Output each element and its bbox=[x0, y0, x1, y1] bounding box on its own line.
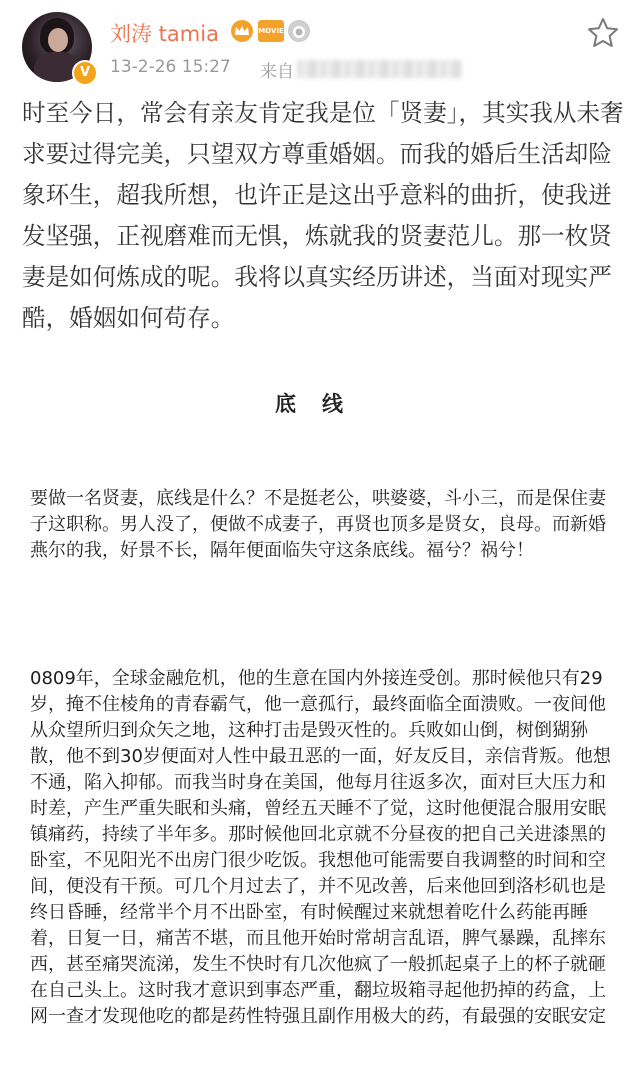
avatar-face bbox=[48, 28, 68, 52]
post-timestamp: 13-2-26 15:27 bbox=[110, 57, 231, 77]
article-paragraph: 要做一名贤妻，底线是什么？不是挺老公，哄婆婆，斗小三，而是保住妻子这职称。男人没了，便做不成妻子，再贤也顶多是贤女，良母。而新婚燕尔的我，好景不长，隔年便面临失守这条底线。福兮？祸兮！ bbox=[30, 488, 606, 561]
article-paragraph: 0809年，全球金融危机，他的生意在国内外接连受创。那时候他只有29岁，掩不住棱角的青春霸气，他一意孤行，最终面临全面溃败。一夜间他从众望所归到众矢之地，这种打击是毁灭性的。兵败如山倒，树倒猢狲散，他不到30岁便面对人性中最丑恶的一面，好友反目，亲信背叛。他想不通，陷入抑郁。而我当时身在美国，他每月往返多次，面对巨大压力和时差，产生严重失眠和头痛，曾经五天睡不了觉，这时他便混合服用安眠镇痛药，持续了半年多。那时候他回北京就不分昼夜的把自己关进漆黑的卧室，不见阳光不出房门很少吃饭。我想他可能需要自我调整的时间和空间，便没有干预。可几个月过去了，并不见改善，后来他回到洛杉矶也是终日昏睡，经常半个月不出卧室，有时候醒过来就想着吃什么药能再睡着，日复一日，痛苦不堪，而且他开始时常胡言乱语，脾气暴躁，乱摔东西，甚至痛哭流涕，发生不快时有几次他疯了一般抓起桌子上的杯子就砸在自己头上。这时我才意识到事态严重，翻垃圾箱寻起他扔掉的药盒，上网一查才发现他吃的都是药性特强且副作用极大的药，有最强的安眠安定 bbox=[30, 668, 611, 1027]
article-image[interactable] bbox=[22, 376, 622, 1092]
author-name[interactable]: 刘涛 tamia bbox=[110, 22, 219, 46]
verified-badge-icon: V bbox=[72, 60, 98, 86]
post-header bbox=[0, 0, 640, 90]
article-title: 底线 bbox=[275, 391, 369, 416]
medal-badge[interactable] bbox=[288, 20, 310, 42]
movie-badge[interactable]: MOVIE bbox=[258, 20, 284, 42]
star-outline-icon[interactable] bbox=[586, 16, 620, 50]
post-source-label: 来自 bbox=[260, 62, 294, 82]
post-source-redacted bbox=[297, 60, 462, 78]
crown-icon[interactable] bbox=[230, 20, 254, 42]
post-body-text: 时至今日，常会有亲友肯定我是位「贤妻」，其实我从未奢求要过得完美，只望双方尊重婚姻。而我的婚后生活却险象环生，超我所想，也许正是这出乎意料的曲折，使我迸发坚强，正视磨难而无惧，炼就我的贤妻范儿。那一枚贤妻是如何炼成的呢。我将以真实经历讲述，当面对现实严酷，婚姻如何苟存。 bbox=[22, 99, 624, 332]
post-body bbox=[22, 93, 626, 339]
